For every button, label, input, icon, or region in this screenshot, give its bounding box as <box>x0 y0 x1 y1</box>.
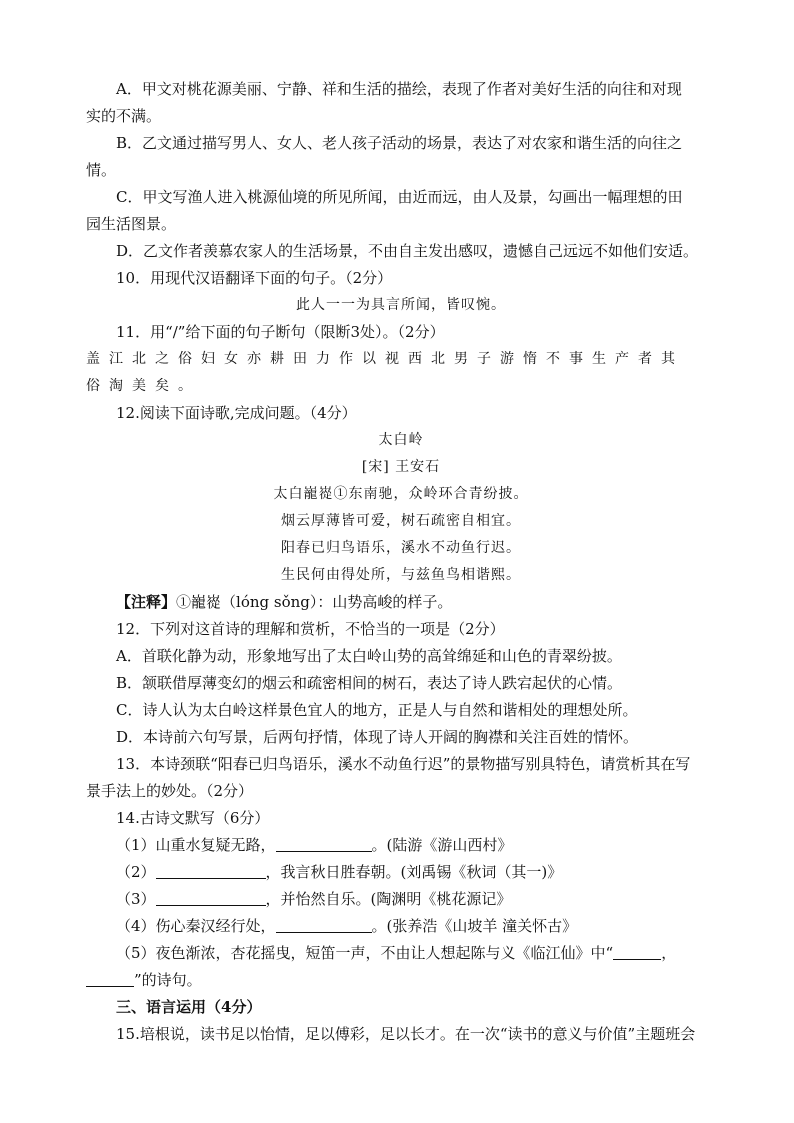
exam-page <box>86 76 716 1048</box>
q9-option-b-line2: 情。 <box>86 161 117 179</box>
q14-4-prompt: （4）伤心秦汉经行处， <box>116 917 276 935</box>
q14-3-blank[interactable] <box>156 890 266 906</box>
q14-item-2 <box>86 859 716 886</box>
q14-2-blank[interactable] <box>156 863 266 879</box>
note-marker: ① <box>333 486 349 502</box>
q14-item-4 <box>86 913 716 940</box>
poem-line-3: 阳春已归鸟语乐，溪水不动鱼行迟。 <box>281 540 521 556</box>
q14-2-prompt: ，我言秋日胜春朝。(刘禹锡《秋词（其一)》 <box>265 863 563 881</box>
q9-option-c-line1: C．甲文写渔人进入桃源仙境的所见所闻，由近而远，由人及景，勾画出一幅理想的田 <box>116 188 683 206</box>
q14-5-end: ”的诗句。 <box>134 971 202 989</box>
poem-line-1 <box>86 481 716 508</box>
q14-item-5-cont <box>86 967 716 994</box>
question-13-line1: 13．本诗颈联“阳春已归鸟语乐，溪水不动鱼行迟”的景物描写别具特色，请赏析其在写 <box>116 755 691 773</box>
q14-4-blank[interactable] <box>276 917 372 933</box>
question-13-line2: 景手法上的妙处。（2分） <box>86 782 254 800</box>
q14-item-5 <box>86 940 716 967</box>
section-3-heading: 三、语言运用（4分） <box>116 998 262 1016</box>
question-11: 11．用“/”给下面的句子断句（限断3处）。（2分） <box>116 323 445 341</box>
question-15: 15.培根说，读书足以怡情，足以傅彩，足以长才。在一次“读书的意义与价值”主题班会 <box>116 1025 696 1043</box>
question-12: 12．下列对这首诗的理解和赏析，不恰当的一项是（2分） <box>116 620 505 638</box>
q11-text-line2: 俗淘美矣。 <box>86 378 201 394</box>
q14-5-blank-1[interactable] <box>613 944 661 960</box>
poem-line-2: 烟云厚薄皆可爱，树石疏密自相宜。 <box>281 513 521 529</box>
q14-1-prompt: （1）山重水复疑无路， <box>116 836 276 854</box>
q14-item-3 <box>86 886 716 913</box>
note-tag: 【注释】 <box>116 593 177 611</box>
q14-4-source: 。(张养浩《山坡羊 潼关怀古》 <box>371 917 578 935</box>
q12-option-c: C．诗人认为太白岭这样景色宜人的地方，正是人与自然和谐相处的理想处所。 <box>116 701 638 719</box>
q12-option-b: B．颔联借厚薄变幻的烟云和疏密相间的树石，表达了诗人跌宕起伏的心情。 <box>116 674 623 692</box>
q14-1-source: 。(陆游《游山西村》 <box>371 836 513 854</box>
q14-3-prompt: ，并怡然自乐。(陶渊明《桃花源记》 <box>265 890 512 908</box>
q14-5-prompt: （5）夜色渐浓，杏花摇曳，短笛一声，不由让人想起陈与义《临江仙》中“ <box>116 944 614 962</box>
q14-item-1 <box>86 832 716 859</box>
q9-option-a-line1: A．甲文对桃花源美丽、宁静、祥和生活的描绘，表现了作者对美好生活的向往和对现 <box>116 80 682 98</box>
q14-2-number: （2） <box>116 863 156 881</box>
q14-5-comma: ， <box>661 944 677 962</box>
q14-3-number: （3） <box>116 890 156 908</box>
question-12-intro: 12.阅读下面诗歌,完成问题。（4分） <box>116 404 357 422</box>
question-10: 10．用现代汉语翻译下面的句子。（2分） <box>116 269 393 287</box>
poem-line-1-b: 东南驰，众岭环合青纷披。 <box>348 486 529 502</box>
poem-author: [宋] 王安石 <box>361 459 441 475</box>
q9-option-c-line2: 园生活图景。 <box>86 215 177 233</box>
q10-sentence: 此人一一为具言所闻，皆叹惋。 <box>296 297 506 313</box>
poem-line-4: 生民何由得处所，与兹鱼鸟相谐熙。 <box>281 567 521 583</box>
note-text: ①巃嵸（lóng sǒng）：山势高峻的样子。 <box>176 593 453 611</box>
q11-text-line1: 盖江北之俗妇女亦耕田力作以视西北男子游惰不事生产者其 <box>86 351 684 367</box>
q12-option-a: A．首联化静为动，形象地写出了太白岭山势的高耸绵延和山色的青翠纷披。 <box>116 647 622 665</box>
poem-line-1-a: 太白巃嵸 <box>273 486 334 502</box>
poem-note <box>86 589 716 616</box>
poem-title: 太白岭 <box>378 432 424 448</box>
question-14: 14.古诗文默写（6分） <box>116 809 270 827</box>
q9-option-a-line2: 实的不满。 <box>86 107 162 125</box>
q12-option-d: D．本诗前六句写景，后两句抒情，体现了诗人开阔的胸襟和关注百姓的情怀。 <box>116 728 639 746</box>
q9-option-d: D．乙文作者羡慕农家人的生活场景，不由自主发出感叹，遗憾自己远远不如他们安适。 <box>116 242 699 260</box>
q14-5-blank-2[interactable] <box>86 971 134 987</box>
q14-1-blank[interactable] <box>276 836 372 852</box>
q9-option-b-line1: B．乙文通过描写男人、女人、老人孩子活动的场景，表达了对农家和谐生活的向往之 <box>116 134 683 152</box>
